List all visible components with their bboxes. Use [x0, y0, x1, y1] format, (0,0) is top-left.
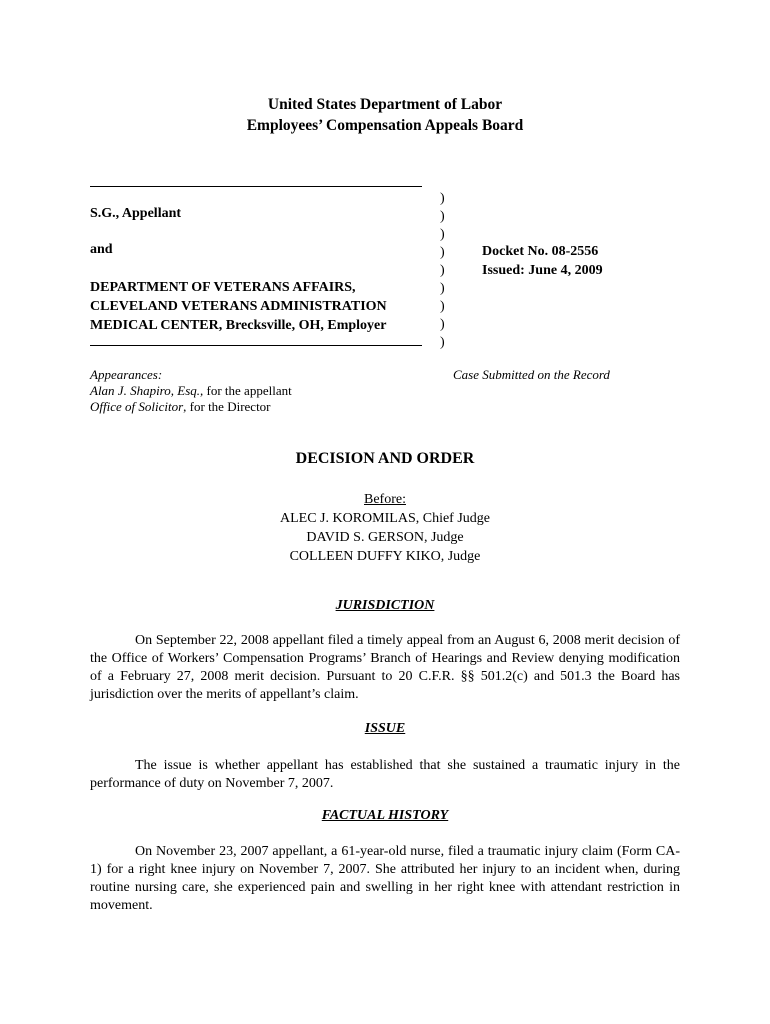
judge-name: COLLEEN DUFFY KIKO, Judge: [289, 549, 481, 564]
factual-history-heading: FACTUAL HISTORY: [321, 808, 449, 823]
case-submitted: Case Submitted on the Record: [453, 367, 610, 382]
paren: ): [440, 335, 445, 350]
judge-name: DAVID S. GERSON, Judge: [306, 530, 464, 545]
jurisdiction-paragraph: On September 22, 2008 appellant filed a timely appeal from an August 6, 2008 merit decision of the Office of Workers’ Compensation Programs’ Branch of Hearings and Review denying modification of a February 27, 2008 merit decision. Pursuant to 20 C.F.R. §§ 501.2(c) and 501.3 the Board has jurisdiction over the merits of appellant’s claim.: [90, 633, 680, 702]
appellant-counsel-role: for the appellant: [203, 383, 292, 398]
docket-info: [482, 242, 603, 280]
appellant-name: S.G., Appellant: [90, 206, 182, 221]
agency-line-1: United States Department of Labor: [267, 96, 503, 113]
employer-line-1: DEPARTMENT OF VETERANS AFFAIRS,: [90, 280, 356, 295]
employer-line-3: MEDICAL CENTER, Brecksville, OH, Employer: [90, 318, 387, 333]
director-counsel-role: , for the Director: [183, 399, 271, 414]
appearances-label: Appearances:: [90, 367, 163, 382]
issue-heading: ISSUE: [364, 721, 406, 736]
caption-bottom-rule: [90, 345, 422, 346]
paren: ): [440, 191, 445, 206]
judge-name: ALEC J. KOROMILAS, Chief Judge: [280, 511, 490, 526]
appellant-counsel: [90, 383, 292, 399]
paren: ): [440, 281, 445, 296]
decision-title: DECISION AND ORDER: [295, 450, 475, 467]
issue-paragraph: The issue is whether appellant has established that she sustained a traumatic injury in the performance of duty on November 7, 2007.: [90, 758, 680, 791]
paren: ): [440, 263, 445, 278]
paren: ): [440, 209, 445, 224]
director-counsel: [90, 399, 292, 415]
issued-date: Issued: June 4, 2009: [482, 263, 603, 278]
caption-top-rule: [90, 186, 422, 187]
director-counsel-name: Office of Solicitor: [90, 399, 184, 414]
agency-header: [0, 94, 770, 136]
docket-number: Docket No. 08-2556: [482, 244, 599, 259]
employer-name: [90, 278, 387, 335]
caption-parentheses: [440, 190, 445, 352]
jurisdiction-heading: JURISDICTION: [335, 598, 435, 613]
paren: ): [440, 299, 445, 314]
agency-line-2: Employees’ Compensation Appeals Board: [246, 117, 524, 134]
paren: ): [440, 245, 445, 260]
employer-line-2: CLEVELAND VETERANS ADMINISTRATION: [90, 299, 387, 314]
appellant-counsel-name: Alan J. Shapiro, Esq.,: [90, 383, 204, 398]
before-label: Before:: [364, 492, 406, 507]
factual-history-paragraph: On November 23, 2007 appellant, a 61-year-old nurse, filed a traumatic injury claim (Form CA-1) for a right knee injury on November 7, 2007. She attributed her injury to an incident when, during routine nursing care, she experienced pain and swelling in her right knee with attendant restriction in movement.: [90, 844, 680, 913]
caption-and: and: [90, 242, 113, 257]
case-caption: [90, 186, 680, 348]
judge-panel: [0, 490, 770, 566]
paren: ): [440, 317, 445, 332]
appearances: [90, 367, 292, 415]
paren: ): [440, 227, 445, 242]
